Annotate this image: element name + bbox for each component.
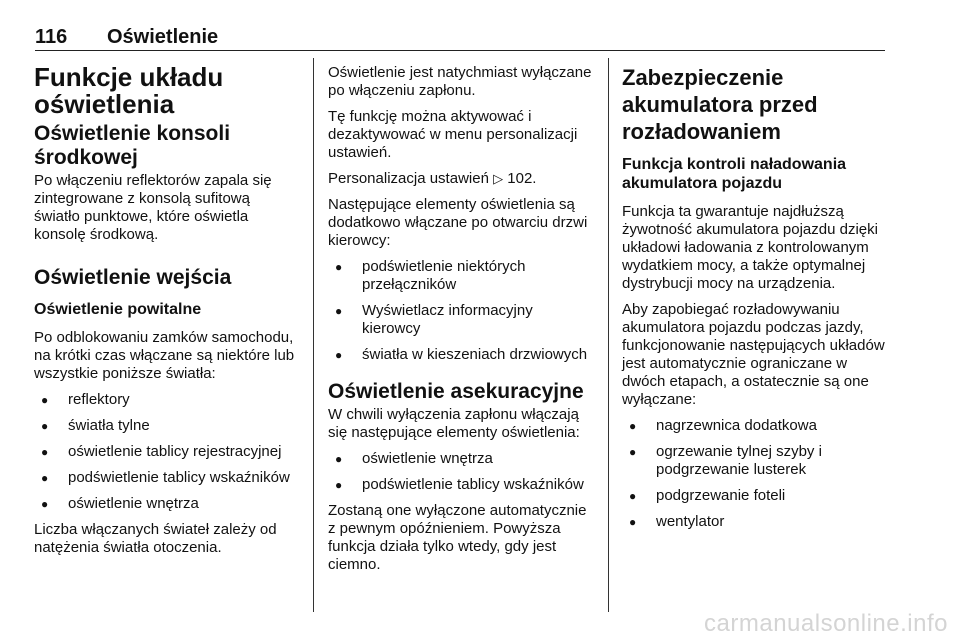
paragraph: Tę funkcję można aktywować i dezaktywować w menu personalizacji ustawień. <box>328 108 578 161</box>
paragraph: W chwili wyłączenia zapłonu włączają się następujące elementy oświetlenia: <box>328 406 580 441</box>
bullet-list <box>34 391 296 513</box>
list-item: ● nagrzewnica dodatkowa <box>622 417 888 435</box>
column-1 <box>34 56 296 565</box>
section-heading: Funkcje układu oświetlenia <box>34 62 224 119</box>
section-heading: Zabezpieczenie akumulatora przed rozładowaniem <box>622 65 818 144</box>
list-item: ● oświetlenie wnętrza <box>328 450 594 468</box>
paragraph: Po odblokowaniu zamków samochodu, na krótki czas włączane są niektóre lub wszystkie poniższe światła: <box>34 329 295 382</box>
bullet-list <box>328 258 594 364</box>
bullet-list <box>328 450 594 494</box>
paragraph: Liczba włączanych świateł zależy od natężenia światła otoczenia. <box>34 521 277 556</box>
list-item: ● światła tylne <box>34 417 296 435</box>
paragraph-with-reference <box>328 170 594 188</box>
subsection-heading: Oświetlenie konsoli środkowej <box>34 122 231 169</box>
arrow-icon: ▷ <box>493 171 504 186</box>
column-2 <box>328 56 594 582</box>
page-header <box>35 26 885 50</box>
minor-heading: Oświetlenie powitalne <box>34 301 202 318</box>
column-3 <box>622 56 888 539</box>
column-divider <box>313 58 314 612</box>
watermark: carmanualsonline.info <box>704 610 948 637</box>
list-item: ● podświetlenie tablicy wskaźników <box>34 469 296 487</box>
list-item: ● reflektory <box>34 391 296 409</box>
list-item: ● oświetlenie tablicy rejestracyjnej <box>34 443 296 461</box>
list-item: ● światła w kieszeniach drzwiowych <box>328 346 594 364</box>
list-item: ● oświetlenie wnętrza <box>34 495 296 513</box>
paragraph: Funkcja ta gwarantuje najdłuższą żywotność akumulatora pojazdu dzięki układowi ładowania z kontrolowanym wydatkiem mocy, a także optymalnej dystrybucji mocy na urządzenia. <box>622 203 878 292</box>
subsection-heading: Oświetlenie wejścia <box>34 266 232 289</box>
header-divider <box>35 50 885 51</box>
reference-text: Personalizacja ustawień <box>328 170 489 187</box>
paragraph: Zostaną one wyłączone automatycznie z pewnym opóźnieniem. Powyższa funkcja działa tylko wtedy, gdy jest ciemno. <box>328 502 587 573</box>
subsection-heading: Oświetlenie asekuracyjne <box>328 380 584 403</box>
column-divider <box>608 58 609 612</box>
bullet-list <box>622 417 888 531</box>
list-item: ● podświetlenie niektórych przełączników <box>328 258 594 294</box>
page-number: 116 <box>35 26 68 48</box>
paragraph: Aby zapobiegać rozładowywaniu akumulatora pojazdu podczas jazdy, funkcjonowanie następujących układów jest automatycznie ograniczane w dwóch etapach, a ostatecznie są one wyłączane: <box>622 301 885 408</box>
minor-heading: Funkcja kontroli naładowania akumulatora pojazdu <box>622 156 847 192</box>
list-item: ● wentylator <box>622 513 888 531</box>
list-item: ● podgrzewanie foteli <box>622 487 888 505</box>
list-item: ● ogrzewanie tylnej szyby i podgrzewanie lusterek <box>622 443 888 479</box>
page-title: Oświetlenie <box>107 26 219 48</box>
reference-page-link[interactable]: 102. <box>507 170 537 187</box>
paragraph: Następujące elementy oświetlenia są dodatkowo włączane po otwarciu drzwi kierowcy: <box>328 196 588 249</box>
paragraph: Oświetlenie jest natychmiast wyłączane po włączeniu zapłonu. <box>328 64 592 99</box>
paragraph: Po włączeniu reflektorów zapala się zintegrowane z konsolą sufitową światło punktowe, które oświetla konsolę środkową. <box>34 172 272 243</box>
list-item: ● Wyświetlacz informacyjny kierowcy <box>328 302 594 338</box>
list-item: ● podświetlenie tablicy wskaźników <box>328 476 594 494</box>
